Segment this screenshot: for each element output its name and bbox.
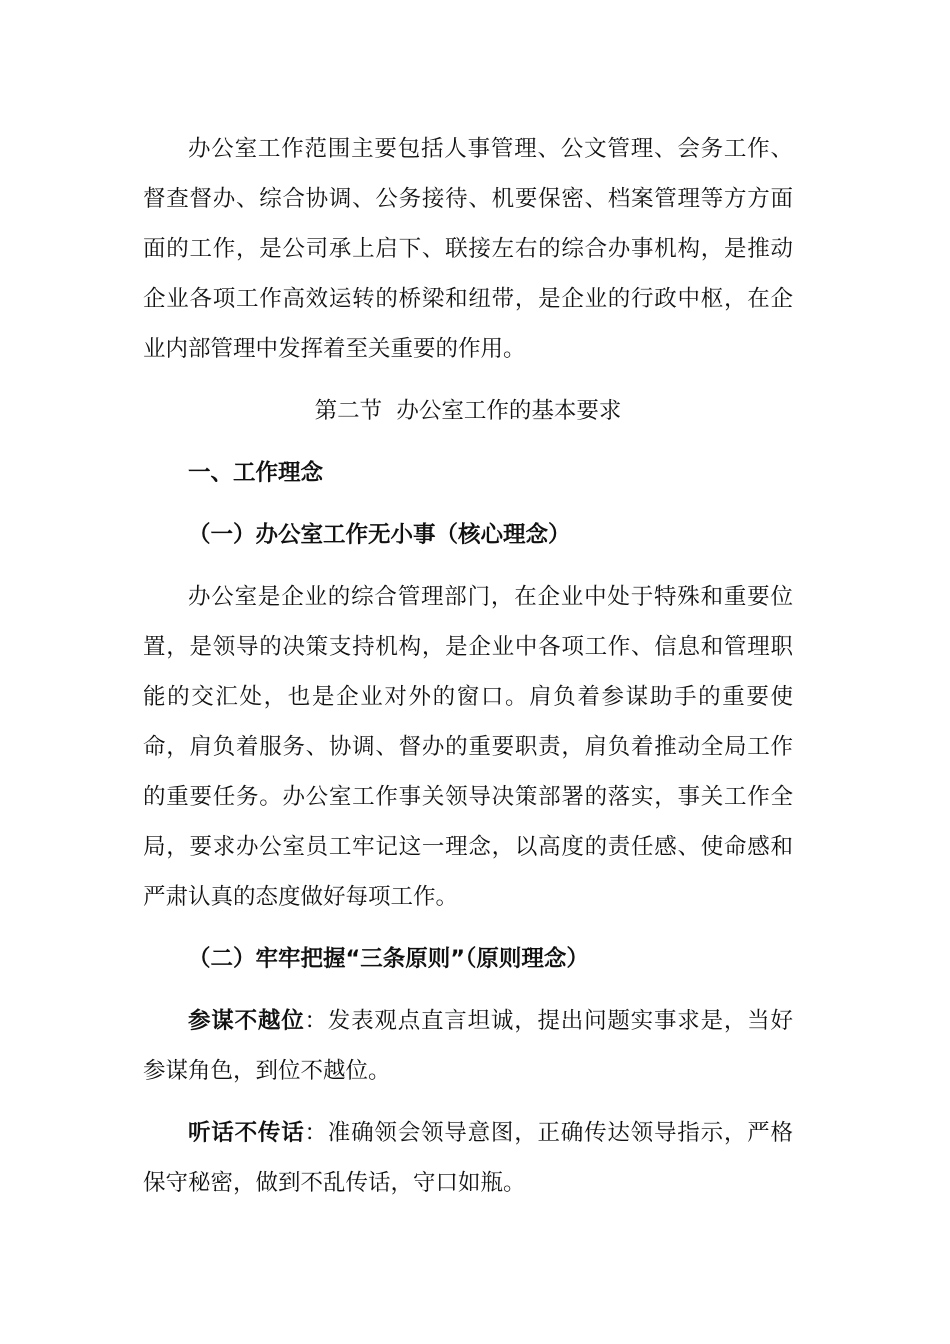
principle-text-2: ：准确领会领导意图，正确传达领导指示，严格保守秘密，做到不乱传话，守口如瓶。: [143, 1120, 793, 1196]
section-title: 第二节 办公室工作的基本要求: [314, 398, 622, 424]
subsection-2-heading: （二）牢牢把握“三条原则”（原则理念）: [188, 946, 589, 972]
principle-term-2: 听话不传话: [188, 1120, 305, 1146]
document-body: [143, 124, 793, 1208]
principle-text-1: ：发表观点直言坦诚，提出问题实事求是，当好参谋角色，到位不越位。: [143, 1008, 793, 1084]
intro-paragraph: 办公室工作范围主要包括人事管理、公文管理、会务工作、督查督办、综合协调、公务接待、机要保密、档案管理等方方面面的工作，是公司承上启下、联接左右的综合办事机构，是推动企业各项工作高效运转的桥梁和纽带，是企业的行政中枢，在企业内部管理中发挥着至关重要的作用。: [143, 136, 793, 362]
principle-paragraph-1: [143, 996, 793, 1096]
subsection-1-paragraph: 办公室是企业的综合管理部门，在企业中处于特殊和重要位置，是领导的决策支持机构，是企业中各项工作、信息和管理职能的交汇处，也是企业对外的窗口。肩负着参谋助手的重要使命，肩负着服务、协调、督办的重要职责，肩负着推动全局工作的重要任务。办公室工作事关领导决策部署的落实，事关工作全局，要求办公室员工牢记这一理念，以高度的责任感、使命感和严肃认真的态度做好每项工作。: [143, 584, 793, 910]
subsection-1-heading: （一）办公室工作无小事（核心理念）: [188, 522, 571, 548]
heading-work-philosophy: 一、工作理念: [188, 460, 324, 486]
principle-paragraph-2: [143, 1108, 793, 1208]
principle-term-1: 参谋不越位: [188, 1008, 305, 1034]
